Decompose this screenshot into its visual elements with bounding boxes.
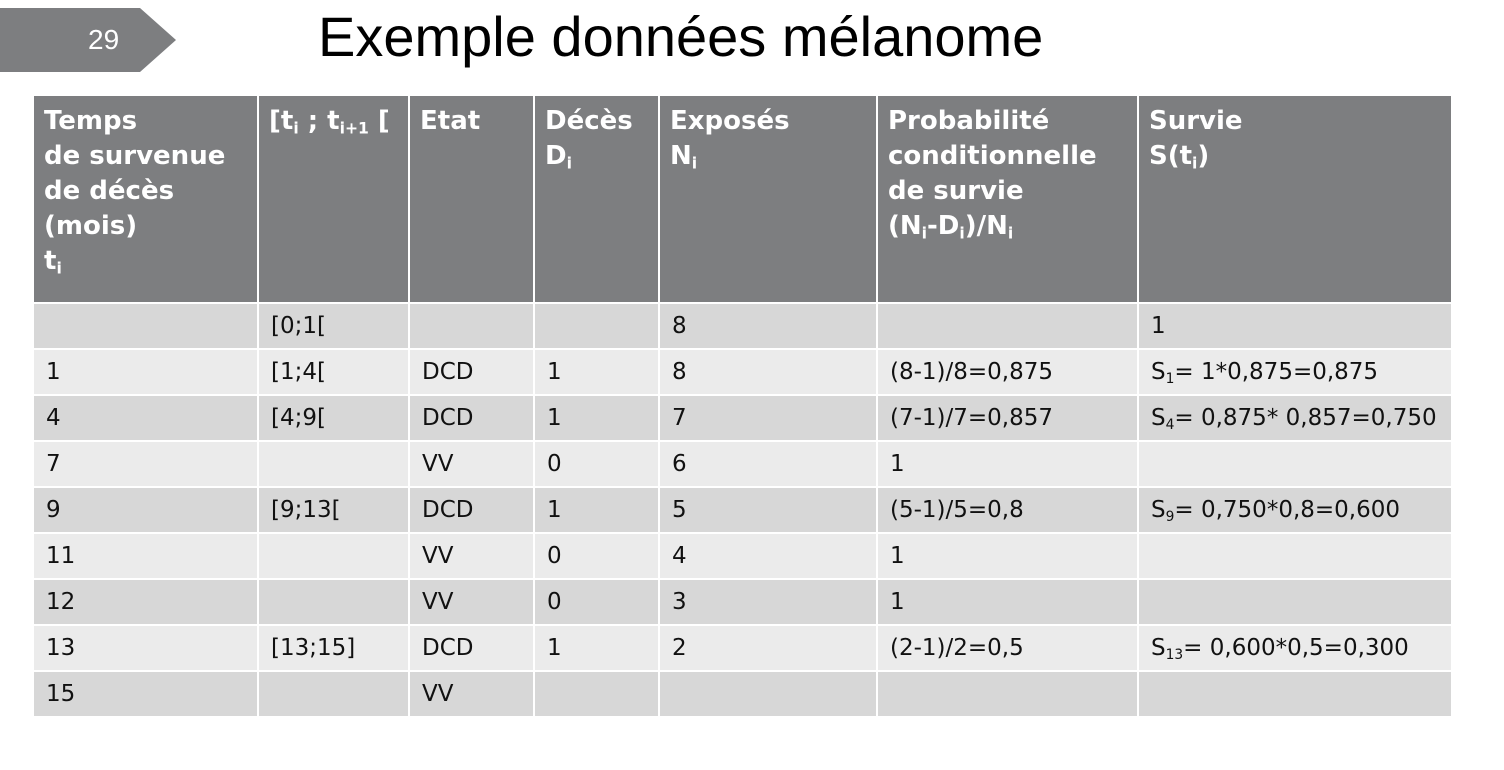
cell-etat: DCD [409,625,534,671]
cell-exposes: 6 [659,441,877,487]
cell-interval [258,671,409,717]
cell-probabilite: (2-1)/2=0,5 [877,625,1138,671]
cell-probabilite [877,671,1138,717]
table-row [33,671,1452,717]
cell-etat: VV [409,579,534,625]
cell-interval: [13;15] [258,625,409,671]
cell-temps: 13 [33,625,258,671]
cell-deces: 1 [534,395,659,441]
cell-survie [1138,441,1452,487]
table-row [33,441,1452,487]
table-header-row [33,95,1452,303]
cell-survie: $S_1= 1*0,875=0,875$ [1138,349,1452,395]
cell-interval [258,441,409,487]
table-row [33,579,1452,625]
cell-probabilite: 1 [877,441,1138,487]
cell-interval: [4;9[ [258,395,409,441]
header-etat: Etat [409,95,534,303]
cell-temps: 4 [33,395,258,441]
cell-survie [1138,533,1452,579]
header-deces: Décès $D_i$ [534,95,659,303]
cell-interval [258,533,409,579]
cell-temps: 12 [33,579,258,625]
table-row [33,625,1452,671]
cell-temps: 11 [33,533,258,579]
cell-survie [1138,671,1452,717]
header-interval: [$t_i$ ; $t_{i+1}$ [ [258,95,409,303]
cell-etat: DCD [409,395,534,441]
header-exposes: Exposés $N_i$ [659,95,877,303]
table-row [33,395,1452,441]
cell-exposes [659,671,877,717]
survival-table [32,94,1453,718]
cell-deces: 1 [534,625,659,671]
cell-interval: [1;4[ [258,349,409,395]
cell-probabilite: (5-1)/5=0,8 [877,487,1138,533]
cell-temps [33,303,258,349]
cell-deces: 0 [534,533,659,579]
slide-number: 29 [88,24,120,55]
cell-exposes: 4 [659,533,877,579]
cell-etat: VV [409,441,534,487]
cell-deces: 0 [534,441,659,487]
cell-interval: [9;13[ [258,487,409,533]
header-probabilite: Probabilité conditionnelle de survie $(N_i-D_i)/N_i$ [877,95,1138,303]
header-temps: Temps de survenue de décès (mois) $t_i$ [33,95,258,303]
cell-temps: 7 [33,441,258,487]
cell-survie: $S_9= 0,750*0,8=0,600$ [1138,487,1452,533]
cell-probabilite: 1 [877,533,1138,579]
table-row [33,349,1452,395]
cell-probabilite: (7-1)/7=0,857 [877,395,1138,441]
cell-deces [534,671,659,717]
cell-probabilite [877,303,1138,349]
cell-survie: $S_4= 0,875*$ 0,857=0,750 [1138,395,1452,441]
cell-temps: 15 [33,671,258,717]
cell-survie: $S_{13}= 0,600*0,5=0,300$ [1138,625,1452,671]
table-row [33,487,1452,533]
cell-survie: 1 [1138,303,1452,349]
cell-interval: [0;1[ [258,303,409,349]
cell-exposes: 7 [659,395,877,441]
cell-exposes: 8 [659,303,877,349]
cell-etat: DCD [409,349,534,395]
header-survie: Survie $S(t_i)$ [1138,95,1452,303]
cell-interval [258,579,409,625]
table-row [33,303,1452,349]
cell-probabilite: 1 [877,579,1138,625]
cell-probabilite: (8-1)/8=0,875 [877,349,1138,395]
cell-exposes: 8 [659,349,877,395]
cell-exposes: 3 [659,579,877,625]
cell-exposes: 5 [659,487,877,533]
table-row [33,533,1452,579]
cell-exposes: 2 [659,625,877,671]
cell-temps: 1 [33,349,258,395]
cell-temps: 9 [33,487,258,533]
cell-deces [534,303,659,349]
cell-survie [1138,579,1452,625]
cell-deces: 1 [534,487,659,533]
slide-title: Exemple données mélanome [318,5,1044,68]
cell-etat: VV [409,533,534,579]
cell-deces: 0 [534,579,659,625]
cell-etat [409,303,534,349]
cell-etat: DCD [409,487,534,533]
cell-deces: 1 [534,349,659,395]
cell-etat: VV [409,671,534,717]
